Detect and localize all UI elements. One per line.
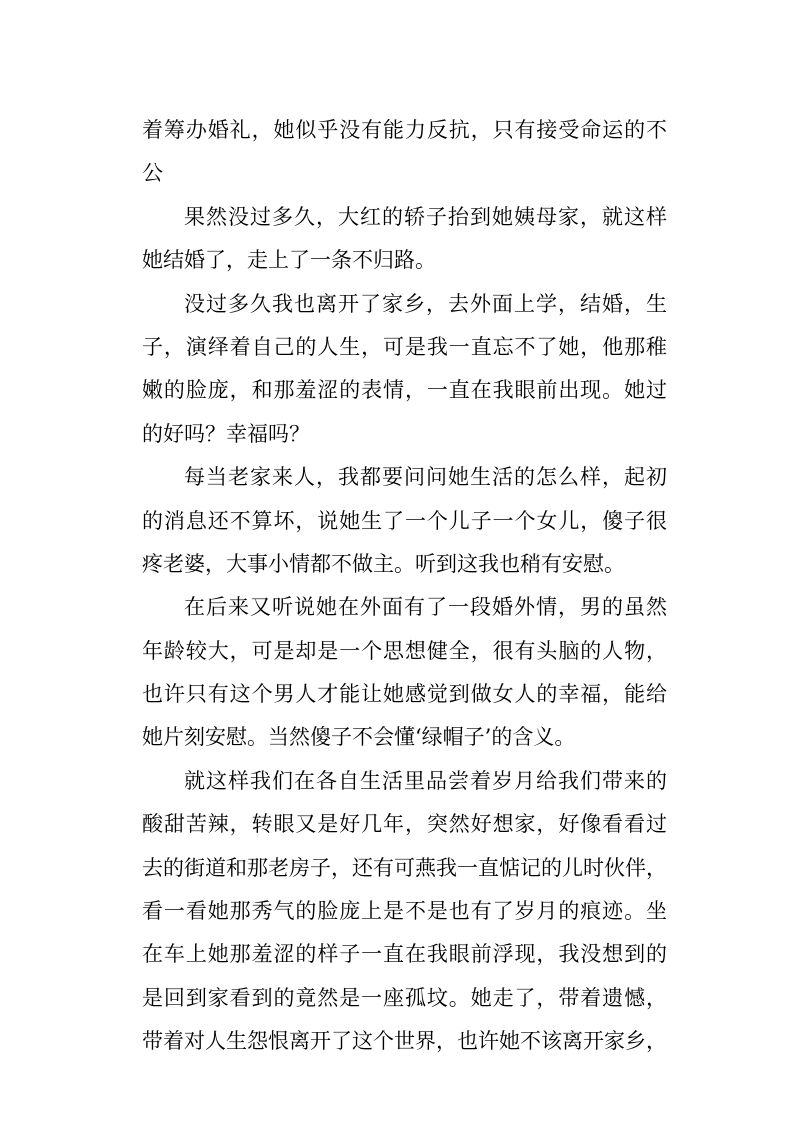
text-line: 果然没过多久，大红的轿子抬到她姨母家，就这样 bbox=[184, 204, 667, 229]
text-line: 着筹办婚礼，她似乎没有能力反抗，只有接受命运的不 bbox=[142, 118, 667, 142]
text-line: 公 bbox=[142, 161, 163, 186]
text-line: 酸甜苦辣，转眼又是好几年，突然好想家，好像看看过 bbox=[142, 812, 667, 837]
text-line: 没过多久我也离开了家乡，去外面上学，结婚，生 bbox=[184, 291, 667, 316]
text-line: 子，演绎着自己的人生，可是我一直忘不了她，他那稚 bbox=[142, 334, 667, 359]
text-line: 她结婚了，走上了一条不归路。 bbox=[142, 248, 436, 273]
text-line: 在车上她那羞涩的样子一直在我眼前浮现，我没想到的 bbox=[142, 942, 667, 967]
text-line: 每当老家来人，我都要问问她生活的怎么样，起初 bbox=[184, 465, 667, 490]
text-line: 也许只有这个男人才能让她感觉到做女人的幸福，能给 bbox=[142, 682, 667, 707]
body-text bbox=[142, 109, 667, 1064]
text-line: 是回到家看到的竟然是一座孤坟。她走了，带着遗憾， bbox=[142, 985, 667, 1010]
text-line: 她片刻安慰。当然傻子不会懂‘绿帽子’的含义。 bbox=[142, 725, 576, 750]
text-line: 年龄较大，可是却是一个思想健全，很有头脑的人物， bbox=[142, 638, 667, 663]
text-line: 看一看她那秀气的脸庞上是不是也有了岁月的痕迹。坐 bbox=[142, 899, 667, 924]
text-line: 嫩的脸庞，和那羞涩的表情，一直在我眼前出现。她过 bbox=[142, 378, 667, 403]
text-line: 疼老婆，大事小情都不做主。听到这我也稍有安慰。 bbox=[142, 551, 625, 576]
text-line: 的好吗？幸福吗？ bbox=[142, 421, 310, 446]
text-line: 带着对人生怨恨离开了这个世界，也许她不该离开家乡， bbox=[142, 1029, 667, 1054]
text-line: 在后来又听说她在外面有了一段婚外情，男的虽然 bbox=[184, 595, 667, 620]
text-line: 就这样我们在各自生活里品尝着岁月给我们带来的 bbox=[184, 768, 667, 793]
text-line: 去的街道和那老房子，还有可燕我一直惦记的儿时伙伴， bbox=[142, 855, 667, 880]
text-line: 的消息还不算坏，说她生了一个儿子一个女儿，傻子很 bbox=[142, 508, 667, 533]
